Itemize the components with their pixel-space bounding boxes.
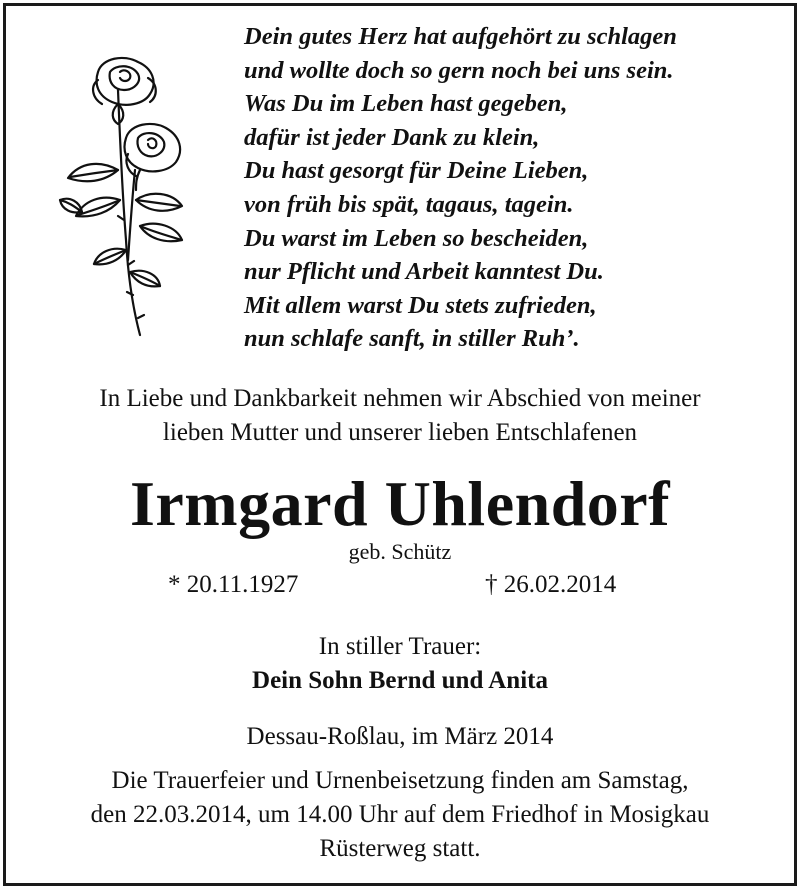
birth-name: geb. Schütz xyxy=(348,539,452,564)
rose-icon xyxy=(40,50,200,340)
intro-line: lieben Mutter und unserer lieben Entschlafenen xyxy=(162,419,638,446)
poem-line: Du hast gesorgt für Deine Lieben, xyxy=(244,157,589,185)
poem-line: von früh bis spät, tagaus, tagein. xyxy=(244,190,574,218)
ceremony-line: Rüsterweg statt. xyxy=(319,835,481,862)
poem-line: und wollte doch so gern noch bei uns sein. xyxy=(244,56,674,84)
poem-line: Dein gutes Herz hat aufgehört zu schlagen xyxy=(244,23,677,50)
poem-line: nur Pflicht und Arbeit kanntest Du. xyxy=(244,258,604,286)
intro-line: In Liebe und Dankbarkeit nehmen wir Abschied von meiner xyxy=(99,385,701,412)
ceremony-info xyxy=(0,764,800,866)
poem-line: dafür ist jeder Dank zu klein, xyxy=(244,123,540,151)
poem-line: Du warst im Leben so bescheiden, xyxy=(244,224,589,252)
poem xyxy=(244,20,784,356)
poem-line: Mit allem warst Du stets zufrieden, xyxy=(244,291,597,319)
mourners: Dein Sohn Bernd und Anita xyxy=(252,667,548,694)
deceased-name: Irmgard Uhlendorf xyxy=(129,468,671,539)
death-date: † 26.02.2014 xyxy=(485,571,617,598)
intro-text xyxy=(0,382,800,450)
poem-line: Was Du im Leben hast gegeben, xyxy=(244,90,568,118)
ceremony-line: Die Trauerfeier und Urnenbeisetzung finden am Samstag, xyxy=(111,767,689,794)
poem-line: nun schlafe sanft, in stiller Ruh’. xyxy=(244,325,580,353)
birth-date: * 20.11.1927 xyxy=(168,571,299,598)
ceremony-line: den 22.03.2014, um 14.00 Uhr auf dem Friedhof in Mosigkau xyxy=(90,801,710,828)
mourning-label: In stiller Trauer: xyxy=(318,633,482,660)
place-date: Dessau-Roßlau, im März 2014 xyxy=(246,723,554,750)
